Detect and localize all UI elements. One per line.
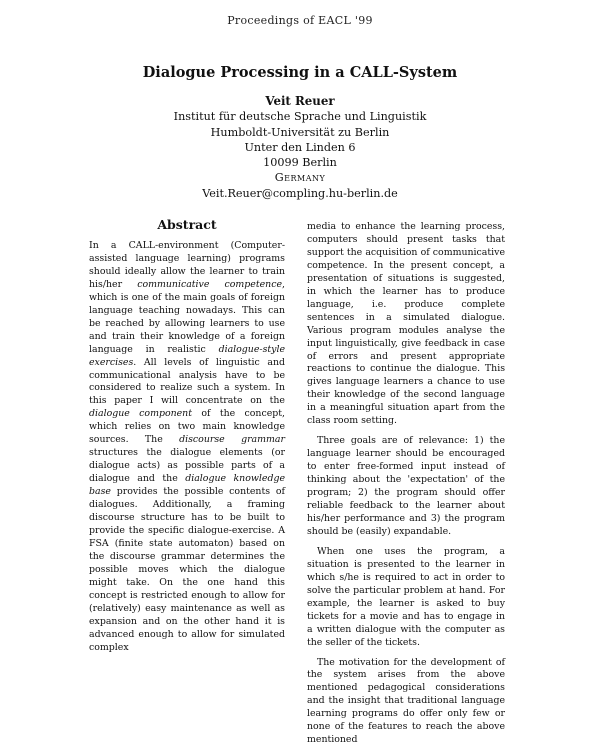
author-university: Humboldt-Universität zu Berlin [0,125,600,140]
abstract-text: structures the dialogue elements (or dialogue acts) as possible parts of a dialogue and the [89,447,285,484]
author-city: 10099 Berlin [0,155,600,170]
abstract-body [89,240,285,655]
intro-paragraph-2: Three goals are of relevance: 1) the language learner should be encouraged to enter free-formed input instead of thinking about the 'expectation' of the program; 2) the program should offer reliable feedback to the learner about his/her performance and 3) the program should be (easily) expandable. [307,435,505,539]
abstract-emphasis: discourse grammar [179,434,285,445]
proceedings-header: Proceedings of EACL '99 [0,14,600,27]
author-institute: Institut für deutsche Sprache und Linguistik [0,109,600,124]
abstract-text: , which is one of the main goals of foreign language teaching nowadays. This can be reached by allowing learners to use and train their knowledge of a foreign language in realistic [89,279,285,355]
intro-paragraph-1: media to enhance the learning process, computers should present tasks that support the acquisition of communicative competence. In the present concept, a presentation of situations is suggested, in which the learner has to produce language, i.e. produce complete sentences in a simulated dialogue. Various program modules analyse the input linguistically, give feedback in case of errors and present appropriate reactions to continue the dialogue. This gives language learners a chance to use their knowledge of the second language in a meaningful situation apart from the class room setting. [307,221,505,428]
abstract-text: In a CALL-environment (Computer-assisted language learning) programs should ideally allow the learner to train his/her [89,240,285,290]
abstract-text: provides the possible contents of dialogues. Additionally, a framing discourse structure has to be built to provide the specific dialogue-exercise. A FSA (finite state automaton) based on the discourse grammar determines the possible moves which the dialogue might take. On the one hand this concept is restricted enough to allow for (relatively) easy maintenance as well as expansion and on the other hand it is advanced enough to allow for simulated complex [89,486,285,652]
paper-title: Dialogue Processing in a CALL-System [0,64,600,81]
author-email: Veit.Reuer@compling.hu-berlin.de [0,186,600,201]
author-street: Unter den Linden 6 [0,140,600,155]
intro-paragraph-3: When one uses the program, a situation is presented to the learner in which s/he is required to act in order to solve the particular problem at hand. For example, the learner is asked to buy tickets for a movie and has to engage in a written dialogue with the computer as the seller of the tickets. [307,546,505,650]
intro-column [307,221,505,747]
abstract-emphasis: communicative competence [137,279,282,290]
author-country: Germany [0,170,600,185]
intro-paragraph-4: The motivation for the development of the system arises from the above mentioned pedagogical considerations and the insight that traditional language learning programs do offer only few or none of the features to reach the above mentioned [307,657,505,747]
abstract-text: of the concept, which relies on two main knowledge sources. The [89,408,285,445]
abstract-text: . All levels of linguistic and communicational analysis have to be considered to realize such a system. In this paper I will concentrate on the [89,357,285,407]
abstract-emphasis: dialogue component [89,408,192,419]
abstract-emphasis: dialogue-style exercises [89,344,285,368]
abstract-paragraph [89,240,285,655]
abstract-emphasis: dialogue knowledge base [89,473,285,497]
author-block [0,94,600,201]
abstract-heading: Abstract [89,217,285,232]
author-name: Veit Reuer [0,94,600,109]
